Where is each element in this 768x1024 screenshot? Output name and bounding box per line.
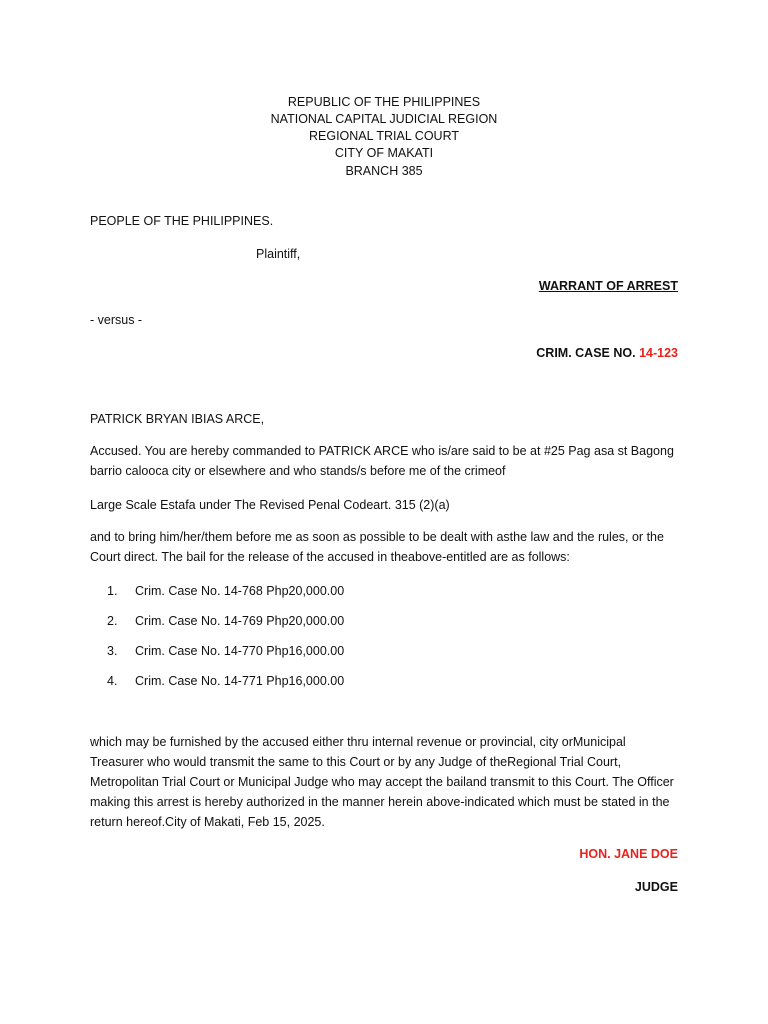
- list-item: [90, 673, 680, 690]
- bail-intro-paragraph: and to bring him/her/them before me as soon as possible to be dealt with asthe law and the rules, or the Court direct. The bail for the release of the accused in theabove-entitled are as follows:: [90, 530, 664, 564]
- case-number-line: [536, 345, 678, 362]
- versus-label: - versus -: [90, 313, 143, 327]
- header-republic: REPUBLIC OF THE PHILIPPINES: [287, 95, 481, 109]
- list-number: 1.: [107, 584, 118, 598]
- list-text: Crim. Case No. 14-769 Php20,000.00: [135, 614, 345, 628]
- header-court: REGIONAL TRIAL COURT: [308, 129, 460, 143]
- document-title: WARRANT OF ARREST: [538, 279, 678, 293]
- judge-title: JUDGE: [634, 880, 678, 894]
- list-text: Crim. Case No. 14-770 Php16,000.00: [135, 644, 345, 658]
- list-text: Crim. Case No. 14-771 Php16,000.00: [135, 674, 345, 688]
- header-branch: BRANCH 385: [345, 164, 423, 178]
- list-number: 4.: [107, 674, 118, 688]
- plaintiff-name: PEOPLE OF THE PHILIPPINES.: [90, 214, 274, 228]
- list-text: Crim. Case No. 14-768 Php20,000.00: [135, 584, 345, 598]
- list-item: [90, 583, 680, 600]
- list-item: [90, 643, 680, 660]
- closing-paragraph: which may be furnished by the accused either thru internal revenue or provincial, city orMunicipal Treasurer who would transmit the same to this Court or by any Judge of theRegional Trial Court, Metropolitan Trial Court or Municipal Judge who may accept the bailand transmit to this Court. The Officer making this arrest is hereby authorized in the manner herein above-indicated which must be stated in the return hereof.City of Makati, Feb 15, 2025.: [90, 735, 674, 829]
- list-number: 3.: [107, 644, 118, 658]
- list-number: 2.: [107, 614, 118, 628]
- header-city: CITY OF MAKATI: [334, 146, 434, 160]
- crime-description: Large Scale Estafa under The Revised Penal Codeart. 315 (2)(a): [90, 498, 450, 512]
- command-paragraph: Accused. You are hereby commanded to PATRICK ARCE who is/are said to be at #25 Pag asa st Bagong barrio calooca city or elsewhere and who stands/s before me of the crimeof: [90, 444, 674, 478]
- case-number: 14-123: [639, 346, 678, 360]
- plaintiff-label: Plaintiff,: [256, 247, 301, 261]
- header-region: NATIONAL CAPITAL JUDICIAL REGION: [270, 112, 498, 126]
- case-label: CRIM. CASE NO.: [536, 346, 636, 360]
- list-item: [90, 613, 680, 630]
- judge-name: HON. JANE DOE: [579, 847, 678, 861]
- accused-name: PATRICK BRYAN IBIAS ARCE,: [90, 412, 265, 426]
